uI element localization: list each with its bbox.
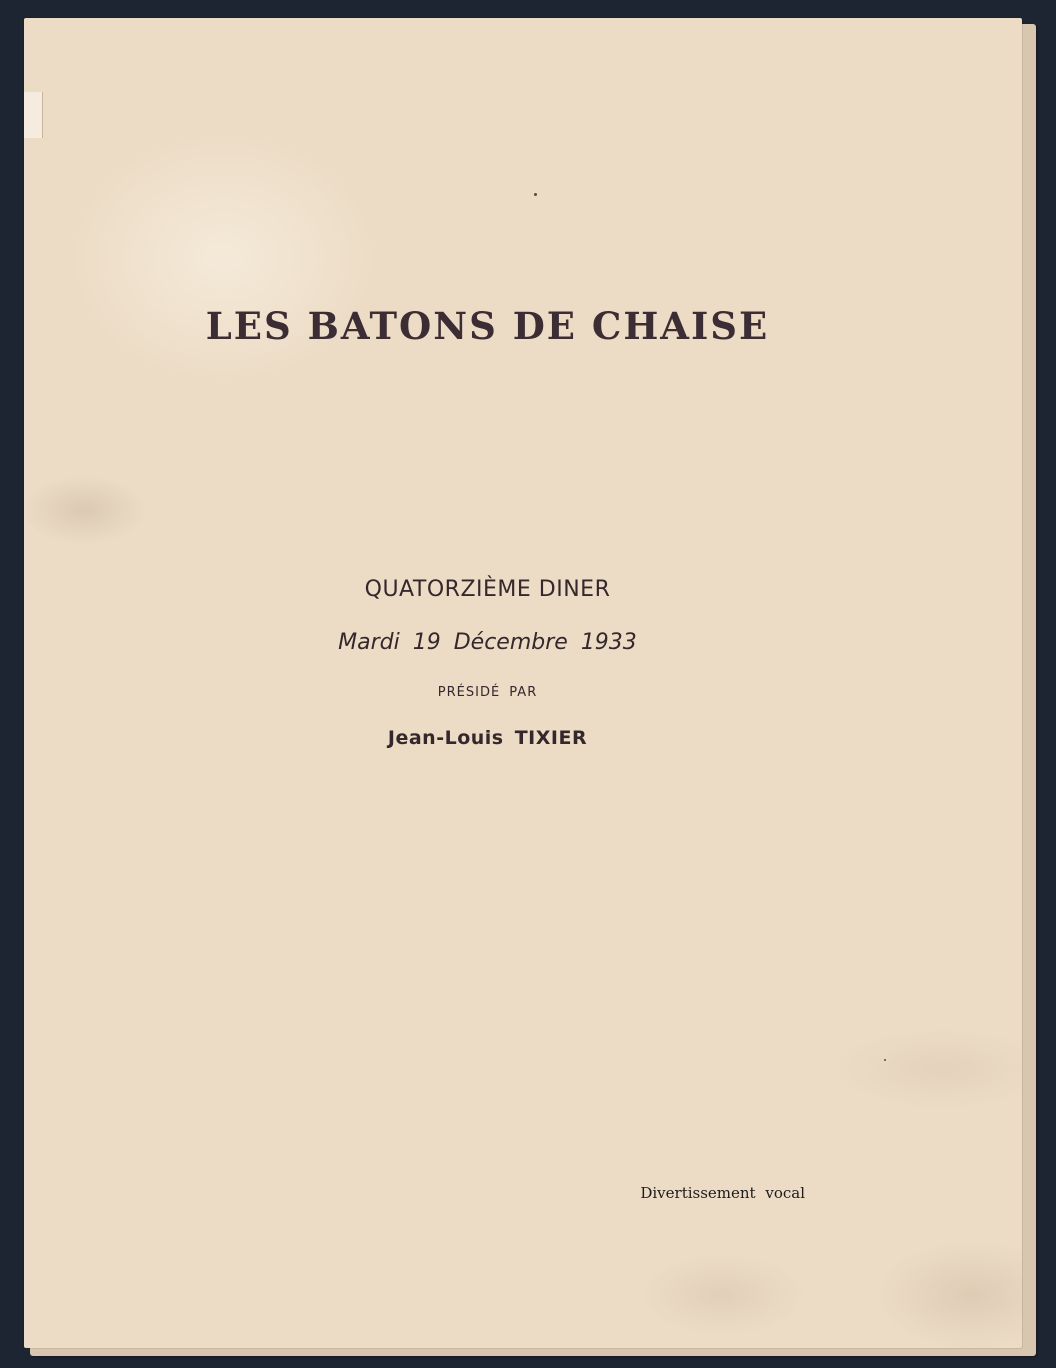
paper-speck	[534, 193, 537, 196]
document-page	[24, 18, 1022, 1348]
presided-label: PRÉSIDÉ PAR	[437, 685, 538, 700]
document-title: LES BATONS DE CHAISE	[205, 304, 770, 348]
paper-speck	[884, 1059, 886, 1061]
footer-note: Divertissement vocal	[640, 1184, 805, 1202]
dinner-date: Mardi 19 Décembre 1933	[338, 630, 637, 655]
torn-paper-edge	[24, 92, 43, 138]
dinner-label: QUATORZIÈME DINER	[364, 577, 611, 602]
president-name: Jean-Louis TIXIER	[387, 727, 588, 749]
